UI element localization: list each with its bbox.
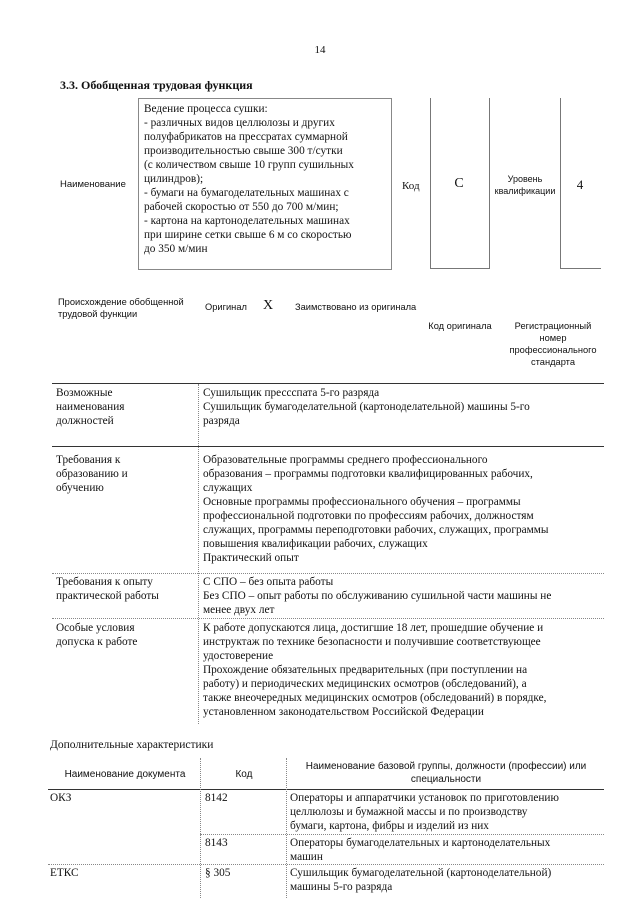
table-rule — [52, 383, 604, 384]
doc-cell: ЕТКС — [50, 867, 79, 879]
code-original-label: Код оригинала — [428, 321, 492, 331]
row-label: Возможные наименования должностей — [56, 387, 125, 427]
name-line: - различных видов целлюлозы и других — [144, 117, 335, 129]
code-cell: 8143 — [205, 837, 228, 849]
name-line: производительностью свыше 300 т/сутки — [144, 145, 343, 157]
reg-number-label: Регистрационный номер профессионального стандарта — [509, 321, 597, 367]
page-number: 14 — [314, 44, 326, 56]
name-line: цилиндров); — [144, 173, 204, 185]
additional-title: Дополнительные характеристики — [50, 739, 214, 751]
section-title: 3.3. Обобщенная трудовая функция — [60, 78, 253, 92]
name-line: полуфабрикатов на прессратах суммарной — [144, 131, 348, 143]
name-label: Наименование — [60, 179, 126, 190]
original-label: Оригинал — [205, 302, 247, 312]
function-name-text — [144, 102, 390, 256]
table-rule — [200, 834, 604, 835]
code-cell: § 305 — [205, 867, 231, 879]
table-rule — [52, 618, 604, 619]
function-name-box — [138, 98, 392, 270]
table-rule — [52, 573, 604, 574]
row-text: К работе допускаются лица, достигшие 18 лет, прошедшие обучение и инструктаж по технике безопасности и получившие соответствующее удостоверение Прохождение обязательных предварительных (при поступлении на работу) и периодических медицинских осмотров (обследований), а также внеочередных медицинских осмотров (обследований) в порядке, установленном законодательством Российской Федерации — [203, 622, 547, 718]
name-line: - картона на картоноделательных машинах — [144, 215, 350, 227]
column-divider — [198, 384, 199, 724]
doc-cell: ОКЗ — [50, 792, 72, 804]
name-cell: Операторы и аппаратчики установок по приготовлению целлюлозы и бумажной массы и по производству бумаги, картона, фибры и изделий из них — [290, 792, 559, 832]
header-code: Код — [235, 769, 253, 780]
header-doc: Наименование документа — [64, 769, 186, 780]
name-line: (с количеством свыше 10 групп сушильных — [144, 159, 354, 171]
name-cell: Операторы бумагоделательных и картоноделательных машин — [290, 837, 551, 863]
origin-label: Происхождение обобщенной трудовой функции — [58, 297, 184, 319]
header-name: Наименование базовой группы, должности (профессии) или специальности — [305, 761, 587, 785]
level-value: 4 — [576, 177, 584, 192]
name-line: Ведение процесса сушки: — [144, 103, 268, 115]
name-cell: Сушильщик бумагоделательной (картоноделательной) машины 5-го разряда — [290, 867, 552, 893]
row-text: Сушильщик прессспата 5-го разряда Сушильщик бумагоделательной (картоноделательной) машины 5-го разряда — [203, 387, 530, 427]
row-text: Образовательные программы среднего профессионального образования – программы подготовки квалифицированных рабочих, служащих Основные программы профессионального обучения – программы профессиональной подготовки по профессиям рабочих, должностям служащих, программы переподготовки рабочих, служащих, программы повышения квалификации рабочих, служащих Практический опыт — [203, 454, 549, 564]
name-line: до 350 м/мин — [144, 243, 208, 255]
name-line: - бумаги на бумагоделательных машинах с — [144, 187, 349, 199]
code-cell: 8142 — [205, 792, 228, 804]
level-label: Уровень квалификации — [494, 174, 556, 196]
original-mark: X — [263, 298, 274, 313]
name-line: рабочей скоростью от 550 до 700 м/мин; — [144, 201, 339, 213]
row-label: Требования к опыту практической работы — [56, 576, 159, 602]
name-line: при ширине сетки свыше 6 м со скоростью — [144, 229, 352, 241]
code-value: C — [454, 176, 464, 191]
column-divider — [286, 758, 287, 898]
table-rule — [52, 446, 604, 447]
row-label: Требования к образованию и обучению — [56, 454, 128, 494]
code-label: Код — [402, 180, 420, 192]
table-rule — [48, 789, 604, 790]
borrowed-label: Заимствовано из оригинала — [295, 302, 417, 312]
row-label: Особые условия допуска к работе — [56, 622, 138, 648]
row-text: С СПО – без опыта работы Без СПО – опыт работы по обслуживанию сушильной части машины не менее двух лет — [203, 576, 552, 616]
column-divider — [200, 758, 201, 898]
table-rule — [48, 864, 604, 865]
